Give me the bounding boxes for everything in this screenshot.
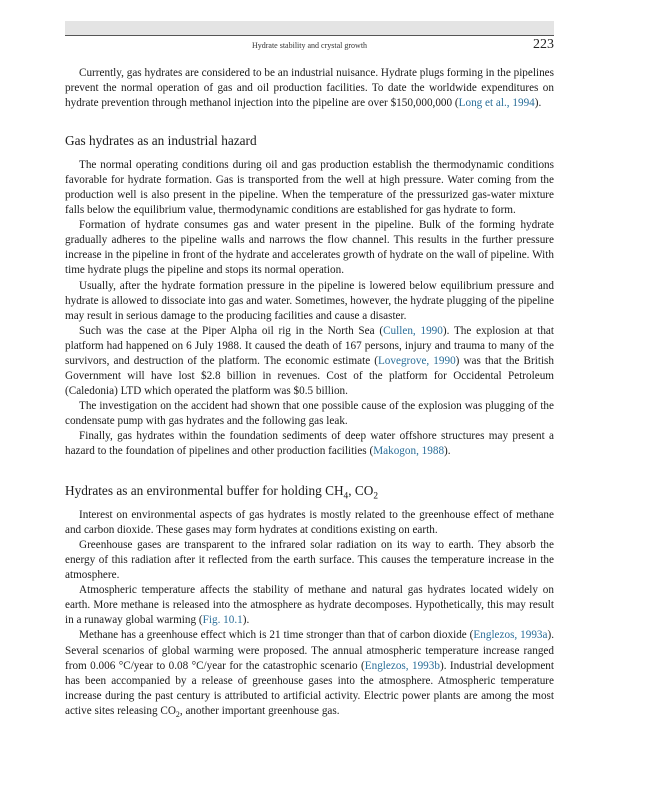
header-rule	[65, 35, 554, 36]
intro-text: Currently, gas hydrates are considered to be an industrial nuisance. Hydrate plugs forming in the pipelines prevent the normal operation of gas and oil production facilities. To date the worldwide expenditures on hydrate prevention through methanol injection into the pipeline are over $150,000,000 (	[65, 67, 554, 110]
paragraph: The investigation on the accident had shown that one possible cause of the explosion was plugging of the condensate pump with gas hydrates and the following gas leak.	[65, 399, 554, 427]
paragraph: Formation of hydrate consumes gas and water present in the pipeline. Bulk of the forming hydrate gradually adheres to the pipeline walls and narrows the flow channel. This results in the further pressure increase in the pipeline in front of the hydrate and accelerates growth of hydrate on the wall of pipeline. With time hydrate plugs the pipeline and stops its normal operation.	[65, 219, 554, 277]
page-number: 223	[533, 37, 554, 52]
citation-link[interactable]: Long et al., 1994	[458, 97, 535, 110]
section-heading-industrial-hazard: Gas hydrates as an industrial hazard	[65, 133, 257, 149]
intro-paragraph: Currently, gas hydrates are considered to be an industrial nuisance. Hydrate plugs forming in the pipelines prevent the normal operation of gas and oil production facilities. To date the worldwide expenditures on hydrate prevention through methanol injection into the pipeline are over $150,000,000 (Long et al., 1994).	[65, 67, 554, 110]
paragraph: Finally, gas hydrates within the foundation sediments of deep water offshore structures may present a hazard to the foundation of pipelines and other production facilities (Makogon, 1988).	[65, 429, 554, 458]
paragraph: Such was the case at the Piper Alpha oil rig in the North Sea (Cullen, 1990). The explosion at that platform had happened on 6 July 1988. It caused the death of 167 persons, injury and trauma to many of the survivors, and destruction of the platform. The economic estimate (Lovegrove, 1990) was that the British Government will have lost $2.8 billion in revenues. Cost of the platform for Occidental Petroleum (Caledonia) LTD which operated the platform was $0.5 billion.	[65, 324, 554, 397]
citation-link[interactable]: Englezos, 1993b	[364, 659, 440, 672]
header-band	[65, 21, 554, 35]
running-title: Hydrate stability and crystal growth	[251, 41, 368, 50]
citation-link[interactable]: Lovegrove, 1990	[377, 354, 456, 367]
figure-link[interactable]: Fig. 10.1	[202, 614, 243, 627]
citation-link[interactable]: Makogon, 1988	[373, 445, 445, 458]
section-heading-environmental-buffer: Hydrates as an environmental buffer for holding $CH_4$, $CO_2$	[65, 483, 378, 502]
paragraph: Interest on environmental aspects of gas hydrates is mostly related to the greenhouse effect of methane and carbon dioxide. These gases may form hydrates at conditions existing on earth.	[65, 509, 554, 537]
paragraph: Greenhouse gases are transparent to the infrared solar radiation on its way to earth. They absorb the energy of this radiation after it reflected from the earth surface. This causes the temperature increase in the atmosphere.	[65, 539, 554, 582]
citation-link[interactable]: Cullen, 1990	[383, 324, 443, 337]
paragraph: Methane has a greenhouse effect which is 21 time stronger than that of carbon dioxide (Englezos, 1993a). Several scenarios of global warming were proposed. The annual atmospheric temperature increase ranged from 0.006 °C/year to 0.08 °C/year for the catastrophic scenario (Englezos, 1993b). Industrial development has been accompanied by a release of greenhouse gases into the atmosphere. Atmospheric temperature increase during the past century is attributed to artificial activity. Electric power plants are among the most active sites releasing $CO_2$, another important greenhouse gas.	[65, 629, 555, 719]
citation-link[interactable]: Englezos, 1993a	[473, 629, 548, 642]
page-body	[65, 66, 554, 719]
paragraph: The normal operating conditions during oil and gas production establish the thermodynamic conditions favorable for hydrate formation. Gas is transported from the well at high pressure. Water coming from the production well is also present in the pipeline. When the temperature of the pressurized gas-water mixture falls below the equilibrium value, thermodynamic conditions are established for gas hydrate to form.	[65, 159, 554, 217]
paragraph: Atmospheric temperature affects the stability of methane and natural gas hydrates located widely on earth. More methane is released into the atmosphere as hydrate decomposes. Hypothetically, this may result in a runaway global warming (Fig. 10.1).	[65, 584, 554, 627]
paragraph: Usually, after the hydrate formation pressure in the pipeline is lowered below equilibrium pressure and hydrate is allowed to dissociate into gas and water. Sometimes, however, the hydrate plugging of the pipeline may result in serious damage to the producing facilities and cause a disaster.	[65, 279, 554, 322]
